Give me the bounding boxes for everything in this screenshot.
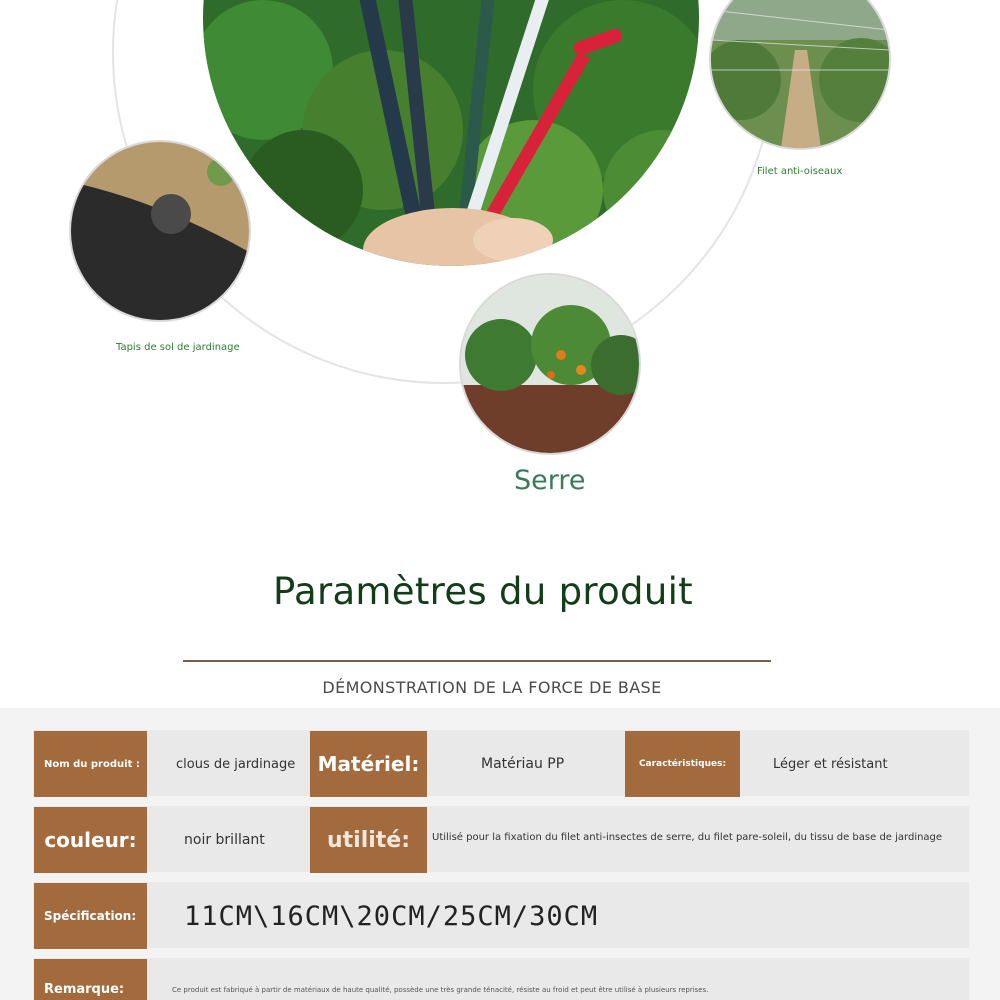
product-name-value: clous de jardinage [176,756,296,772]
section-subtitle: DÉMONSTRATION DE LA FORCE DE BASE [322,678,662,697]
bird-net-caption: Filet anti-oiseaux [757,166,843,177]
material-label: Matériel: [310,731,427,797]
greenhouse-photo [461,275,639,453]
spec-value: 11CM\16CM\20CM/25CM/30CM [184,900,599,932]
usage-value: Utilisé pour la fixation du filet anti-insectes de serre, du filet pare-soleil, du tissu de base de jardinage [432,831,943,843]
remark-label: Remarque: [34,959,147,1000]
spec-label: Spécification: [34,883,147,949]
section-divider [183,660,771,662]
ground-mat-caption: Tapis de sol de jardinage [116,342,240,353]
ground-mat-photo [71,142,249,320]
section-title: Paramètres du produit [273,570,693,613]
color-label: couleur: [34,807,147,873]
usage-label: utilité: [310,807,427,873]
color-value: noir brillant [184,832,265,848]
features-label: Caractéristiques: [625,731,740,797]
product-name-label: Nom du produit : [34,731,147,797]
material-value: Matériau PP [481,756,565,772]
remark-value: Ce produit est fabriqué à partir de matériaux de haute qualité, possède une très grande ténacité, résiste au froid et peut être utilisé à plusieurs reprises. [172,986,709,994]
features-value: Léger et résistant [773,756,888,772]
greenhouse-caption: Serre [514,465,586,496]
